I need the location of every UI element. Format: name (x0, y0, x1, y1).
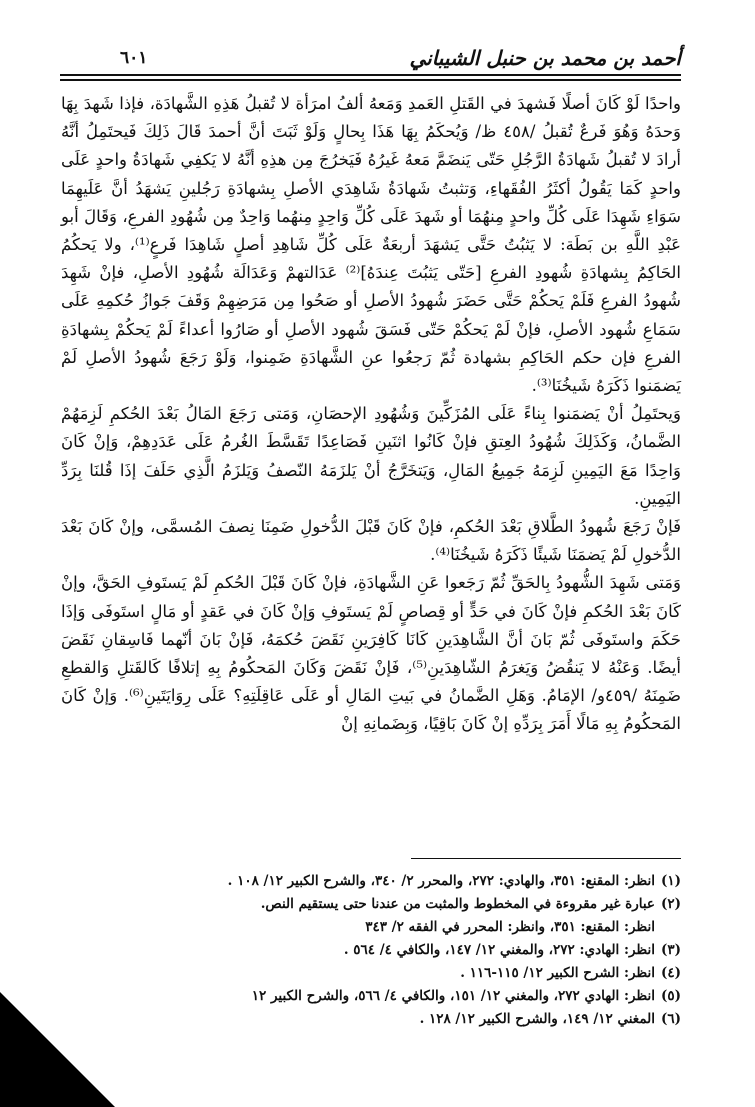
footnote-number: (١) (660, 873, 681, 889)
page-number: ٦٠١ (120, 48, 148, 68)
footnote (61, 1008, 681, 1031)
footnote (61, 985, 681, 1008)
footnote-text: انظر: الهادي ٢٧٢، والمغني ١٢/ ١٥١، والكافي ٤/ ٥٦٦، والشرح الكبير ١٢ (251, 988, 655, 1004)
footnote-number: (٤) (660, 965, 681, 981)
footnote-number: (٣) (660, 942, 681, 958)
footnote (61, 893, 681, 916)
paragraph: وَيحتَمِلُ أنْ يَضمَنوا بِناءً عَلَى المُزَكِّينَ وَشُهُودِ الإحصَانِ، وَمَتى رَجَعَ المَالُ بَعْدَ الحُكمِ لَزِمَهُمْ الضَّمانُ، وَكَذَلِكَ شُهُودُ العِتقِ فإنْ كَانُوا اثنَينِ فَصَاعِدًا تَقَسَّطَ الغُرمُ عَلَى عَدَدِهِمْ، وَإنْ كَانَ وَاحِدًا مَعَ اليَمِينِ لَزِمَهُ جَمِيعُ المَالِ، وَيَتخَرَّجُ أنْ يَلزَمَهُ النّصفُ وَيَلزَمُ الَّذِي حَلَفَ إذَا قُلنَا بِرَدِّ اليَمِينِ. (61, 404, 681, 508)
footnote-text: انظر: المقنع: ٣٥١، وانظر: المحرر في الفقه ٢/ ٣٤٣ (365, 919, 655, 935)
footnote-number: (٢) (660, 896, 681, 912)
running-header (60, 44, 681, 84)
header-rule-bottom (60, 79, 681, 81)
footnote-text: عبارة غير مقروءة في المخطوط والمثبت من عندنا حتى يستقيم النص. (260, 896, 655, 912)
header-rule-top (60, 74, 681, 76)
footnote-text: انظر: الشرح الكبير ١٢/ ١١٥-١١٦ . (460, 965, 655, 981)
footnote-text: انظر: الهادي: ٢٧٢، والمغني ١٢/ ١٤٧، والكافي ٤/ ٥٦٤ . (343, 942, 655, 958)
footnote-number: (٦) (660, 1011, 681, 1027)
scan-corner-shadow (0, 992, 115, 1107)
paragraph: وَمَتى شَهِدَ الشُّهودُ بِالحَقِّ ثُمّ رَجَعوا عَنِ الشَّهادَةِ، فإنْ كَانَ قَبْلَ الحُكمِ لَمْ يَستَوفِ الحَقَّ، وإنْ كَانَ بَعْدَ الحُكمِ فإنْ كَانَ في حَدٍّ أو قِصاصٍ لَمْ يَستَوفِ وَإنْ كَانَ في عَقدٍ أو مَالٍ استَوفَى وَإذَا حَكَمَ واستَوفَى ثُمّ بَانَ أنَّ الشَّاهِدَينِ كَانَا كَافِرَينِ نَقَضَ حُكمَهُ، فَإنْ بَانَ أنّهما فَاسِقانِ نَقَضَ أيضًا. وَعَنْهُ لا يَنقُضُ وَيَغرَمُ الشّاهِدَينِ⁽⁵⁾، فَإنْ نَقَضَ وَكَانَ المَحكُومُ بِهِ إتلافًا كَالقَتلِ وَالقطعِ ضَمِنَهُ /٤٥٩و/ الإمَامُ. وَهَلِ الضَّمانُ في بَيتِ المَالِ أو عَلَى عَاقِلَتِهِ؟ عَلَى رِوَايَتَينِ⁽⁶⁾. وَإنْ كَانَ المَحكُومُ بِهِ مَالًا أَمَرَ بِرَدِّهِ إنْ كَانَ بَاقِيًا، وَبِضَمانِهِ إنْ (61, 573, 681, 734)
paragraph: فَإنْ رَجَعَ شُهودُ الطَّلاقِ بَعْدَ الحُكمِ، فإنْ كَانَ قَبْلَ الدُّخولِ ضَمِنَا نِصفَ المُسمَّى، وإنْ كَانَ بَعْدَ الدُّخولِ لَمْ يَضمَنَا شَيئًا ذَكَرَهُ شَيخُنَا⁽⁴⁾. (61, 517, 681, 565)
footnotes (61, 870, 681, 1031)
paragraph: واحدًا لَوْ كَانَ أصلًا فَشهدَ في القَتلِ العَمدِ وَمَعهُ ألفُ امرَأة لا تُقبلُ هَذِهِ الشَّهادَة، فإذا شَهدَ بِهَا وَحدَهُ وَهُوَ فَرعٌ تُقبلُ /٤٥٨ ظ/ وَيُحكَمُ بِهَا هَذَا بِحالٍ وَلَوْ ثَبَتَ أنَّ أحمدَ قَالَ ذَلِكَ فَيحتَمِلُ أنَّهُ أرادَ لا تُقبلُ شَهادَةُ الرَّجُلِ حَتّى يَنضَمَّ مَعهُ غَيرُهُ فَيَخرُجَ مِن هذِهِ أنَّهُ لا يَكفِي شَهادَةُ واحدٍ عَلَى واحدٍ كَمَا يَقُولُ أكثَرُ الفُقَهاءِ، وَتثبتُ شَهادَةُ شَاهِدَي الأصلِ بِشهادَةِ رَجُلينِ يَشهَدُ أنَّ عَلَيهِمَا سَوَاءِ شَهِدَا عَلَى كُلِّ واحدٍ مِنهُمَا أو شَهدَ عَلَى كُلِّ وَاحِدٍ مِنهُما وَاحِدٌ مِن شُهُودِ الفرعِ، وَقَالَ أبو عَبْدِ اللَّهِ بن بَطَة: لا يَثبُتُ حَتَّى يَشهَدَ أربعَةٌ عَلَى كُلِّ شَاهِدِ أصلٍ شَاهِدَا فَرعٍ⁽¹⁾، ولا يَحكُمُ الحَاكِمُ بِشهادَةِ شُهودِ الفرعِ [حَتّى يَثبُتَ عِندَهُ]⁽²⁾ عَدَالتهمْ وَعَدَالَة شُهُودِ الأصلِ، فإنْ شَهِدَ شُهودُ الفرعِ فَلَمْ يَحكُمْ حَتَّى حَضَرَ شُهودُ الأصلِ أو صَحُوا مِن مَرَضِهِمْ وَقَفَ جَوازُ حُكمِهِ عَلَى سَمَاعِ شُهود الأصلِ، فإنْ لَمْ يَحكُمْ حَتّى فَسَقَ شُهود الأصلِ أو صَارُوا أعداءً لَمْ يَحكُمْ بِشهادَةِ الفرعِ فإن حكم الحَاكِمِ بشهادة ثُمّ رَجعُوا عنِ الشَّهادَةِ ضَمِنوا، وَلَوْ رَجَعَ شُهودُ الأصلِ لَمْ يَضمَنوا ذَكَرَهُ شَيخُنَا⁽³⁾. (61, 94, 682, 396)
main-text (61, 90, 681, 739)
footnote-text: المغني ١٢/ ١٤٩، والشرح الكبير ١٢/ ١٢٨ . (419, 1011, 655, 1027)
footnote-continuation (61, 916, 681, 939)
footnote (61, 870, 681, 893)
footnote-separator (411, 858, 681, 859)
footnote-text: انظر: المقنع: ٣٥١، والهادي: ٢٧٢، والمحرر ٢/ ٣٤٠، والشرح الكبير ١٢/ ١٠٨ . (227, 873, 655, 889)
footnote (61, 939, 681, 962)
footnote-number: (٥) (660, 988, 681, 1004)
running-title: أحمد بن محمد بن حنبل الشيباني (409, 46, 681, 70)
footnote (61, 962, 681, 985)
